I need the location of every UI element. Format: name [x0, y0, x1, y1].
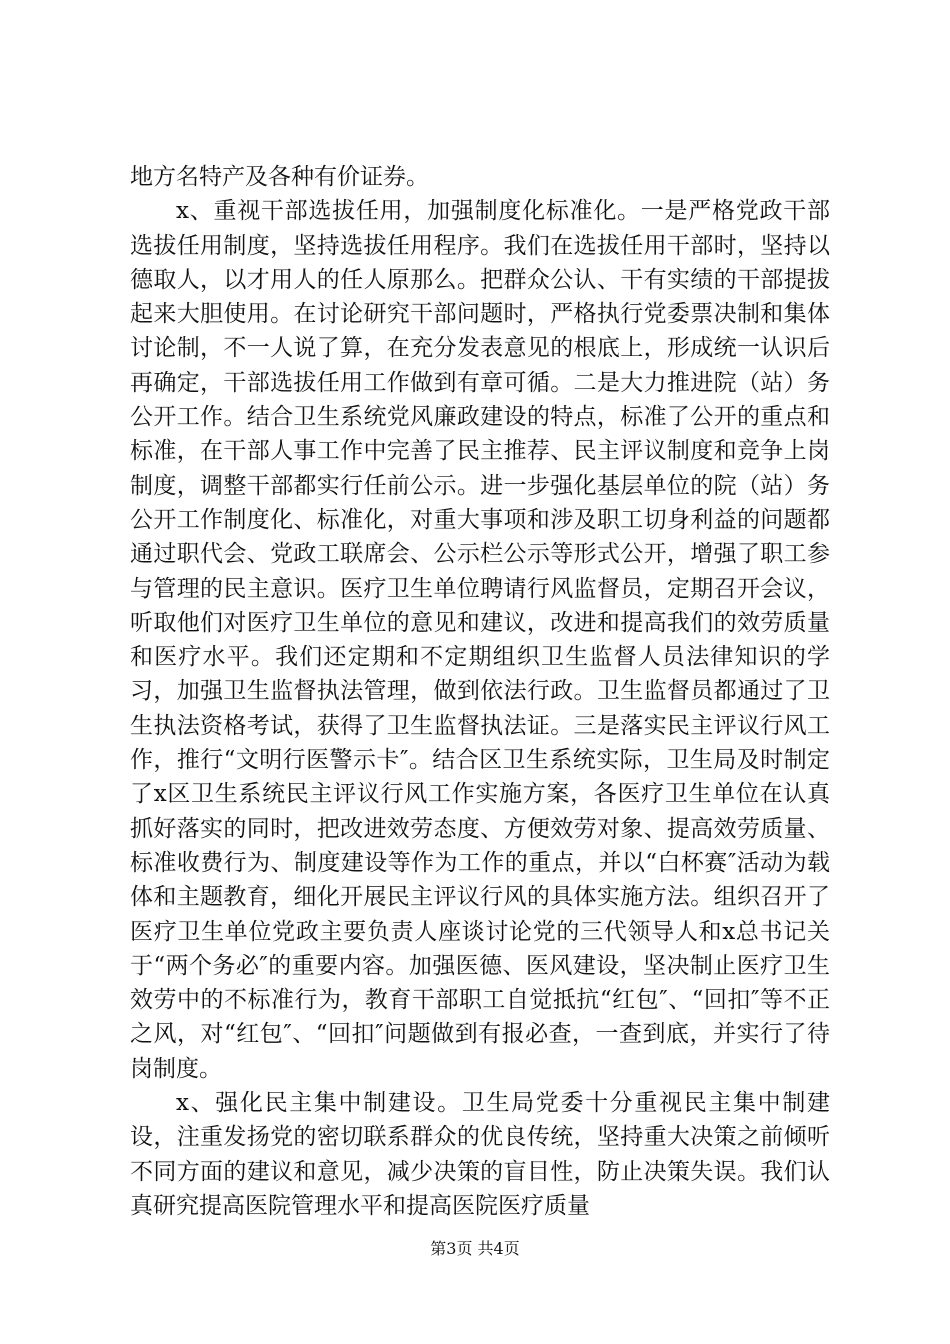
paragraph-continuation: 地方名特产及各种有价证券。 — [130, 164, 429, 190]
paragraph-democratic-centralism: x、强化民主集中制建设。卫生局党委十分重视民主集中制建设，注重发扬党的密切联系群众的优良传统，坚持重大决策之前倾听不同方面的建议和意见，减少决策的盲目性，防止决策失误。我们认真研究提高医院管理水平和提高医院医疗质量 — [130, 1090, 830, 1219]
document-body — [130, 160, 830, 1223]
page-footer: 第3页 共4页 — [430, 1239, 520, 1258]
paragraph-cadre-selection: x、重视干部选拔任用，加强制度化标准化。一是严格党政干部选拔任用制度，坚持选拔任用程序。我们在选拔任用干部时，坚持以德取人，以才用人的任人原那么。把群众公认、干有实绩的干部提拔起来大胆使用。在讨论研究干部问题时，严格执行党委票决制和集体讨论制，不一人说了算，在充分发表意见的根底上，形成统一认识后再确定，干部选拔任用工作做到有章可循。二是大力推进院（站）务公开工作。结合卫生系统党风廉政建设的特点，标准了公开的重点和标准，在干部人事工作中完善了民主推荐、民主评议制度和竞争上岗制度，调整干部都实行任前公示。进一步强化基层单位的院（站）务公开工作制度化、标准化，对重大事项和涉及职工切身利益的问题都通过职代会、党政工联席会、公示栏公示等形式公开，增强了职工参与管理的民主意识。医疗卫生单位聘请行风监督员，定期召开会议，听取他们对医疗卫生单位的意见和建议，改进和提高我们的效劳质量和医疗水平。我们还定期和不定期组织卫生监督人员法律知识的学习，加强卫生监督执法管理，做到依法行政。卫生监督员都通过了卫生执法资格考试，获得了卫生监督执法证。三是落实民主评议行风工作，推行“文明行医警示卡″。结合区卫生系统实际，卫生局及时制定了x区卫生系统民主评议行风工作实施方案，各医疗卫生单位在认真抓好落实的同时，把改进效劳态度、方便效劳对象、提高效劳质量、标准收费行为、制度建设等作为工作的重点，并以“白杯赛″活动为载体和主题教育，细化开展民主评议行风的具体实施方法。组织召开了医疗卫生单位党政主要负责人座谈讨论党的三代领导人和x总书记关于“两个务必″的重要内容。加强医德、医风建设，坚决制止医疗卫生效劳中的不标准行为，教育干部职工自觉抵抗“红包″、“回扣″等不正之风，对“红包″、“回扣″问题做到有报必查，一查到底，并实行了待岗制度。 — [130, 198, 830, 1082]
